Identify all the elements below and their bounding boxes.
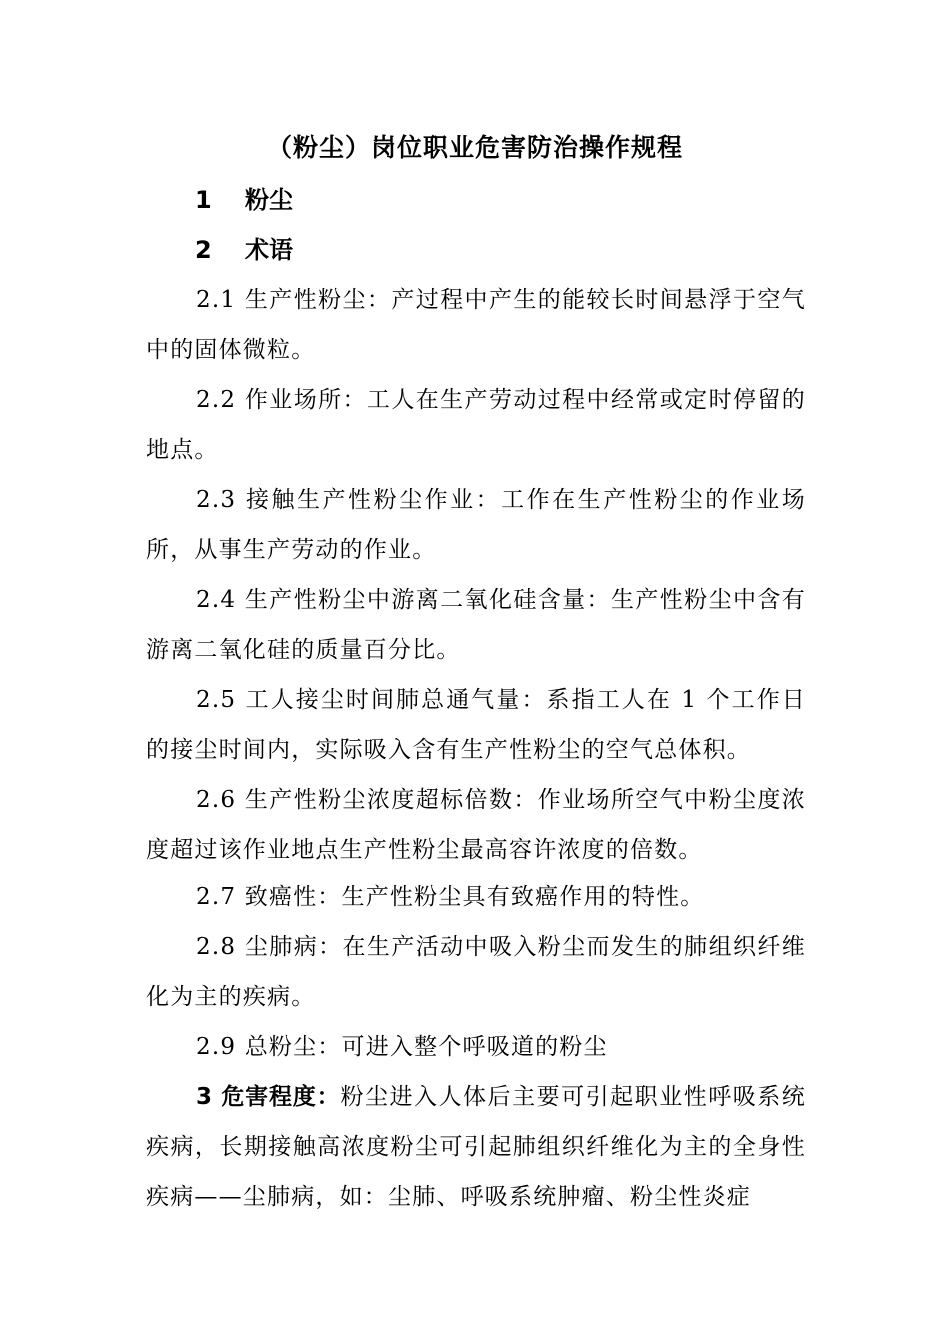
heading-2 — [195, 232, 293, 268]
definition-2-9: 2.9 总粉尘：可进入整个呼吸道的粉尘 — [196, 1034, 608, 1060]
definition-2-5: 2.5 工人接尘时间肺总通气量：系指工人在 1 个工作日的接尘时间内，实际吸入含有生产性粉尘的空气总体积。 — [146, 687, 806, 763]
definition-2-8: 2.8 尘肺病：在生产活动中吸入粉尘而发生的肺组织纤维化为主的疾病。 — [146, 934, 806, 1010]
heading-number: 2 — [195, 236, 212, 264]
definition-2-4: 2.4 生产性粉尘中游离二氧化硅含量：生产性粉尘中含有游离二氧化硅的质量百分比。 — [146, 587, 806, 663]
definition-2-1: 2.1 生产性粉尘：产过程中产生的能较长时间悬浮于空气中的固体微粒。 — [146, 287, 806, 363]
heading-number: 1 — [195, 186, 212, 214]
section-3-text: 粉尘进入人体后主要可引起职业性呼吸系统疾病，长期接触高浓度粉尘可引起肺组织纤维化为主的全身性疾病——尘肺病，如：尘肺、呼吸系统肿瘤、粉尘性炎症 — [146, 1084, 806, 1210]
heading-text: 术语 — [245, 236, 293, 264]
section-3-hazard-level — [146, 1072, 806, 1222]
heading-1 — [195, 182, 293, 218]
section-3-label: 3 危害程度： — [196, 1084, 341, 1110]
definition-2-7: 2.7 致癌性：生产性粉尘具有致癌作用的特性。 — [196, 884, 705, 910]
definition-2-2: 2.2 作业场所：工人在生产劳动过程中经常或定时停留的地点。 — [146, 387, 806, 463]
document-title: （粉尘）岗位职业危害防治操作规程 — [266, 133, 683, 162]
definition-2-3: 2.3 接触生产性粉尘作业：工作在生产性粉尘的作业场所，从事生产劳动的作业。 — [146, 487, 806, 563]
definition-2-6: 2.6 生产性粉尘浓度超标倍数：作业场所空气中粉尘度浓度超过该作业地点生产性粉尘最高容许浓度的倍数。 — [146, 787, 806, 863]
heading-text: 粉尘 — [245, 186, 293, 214]
